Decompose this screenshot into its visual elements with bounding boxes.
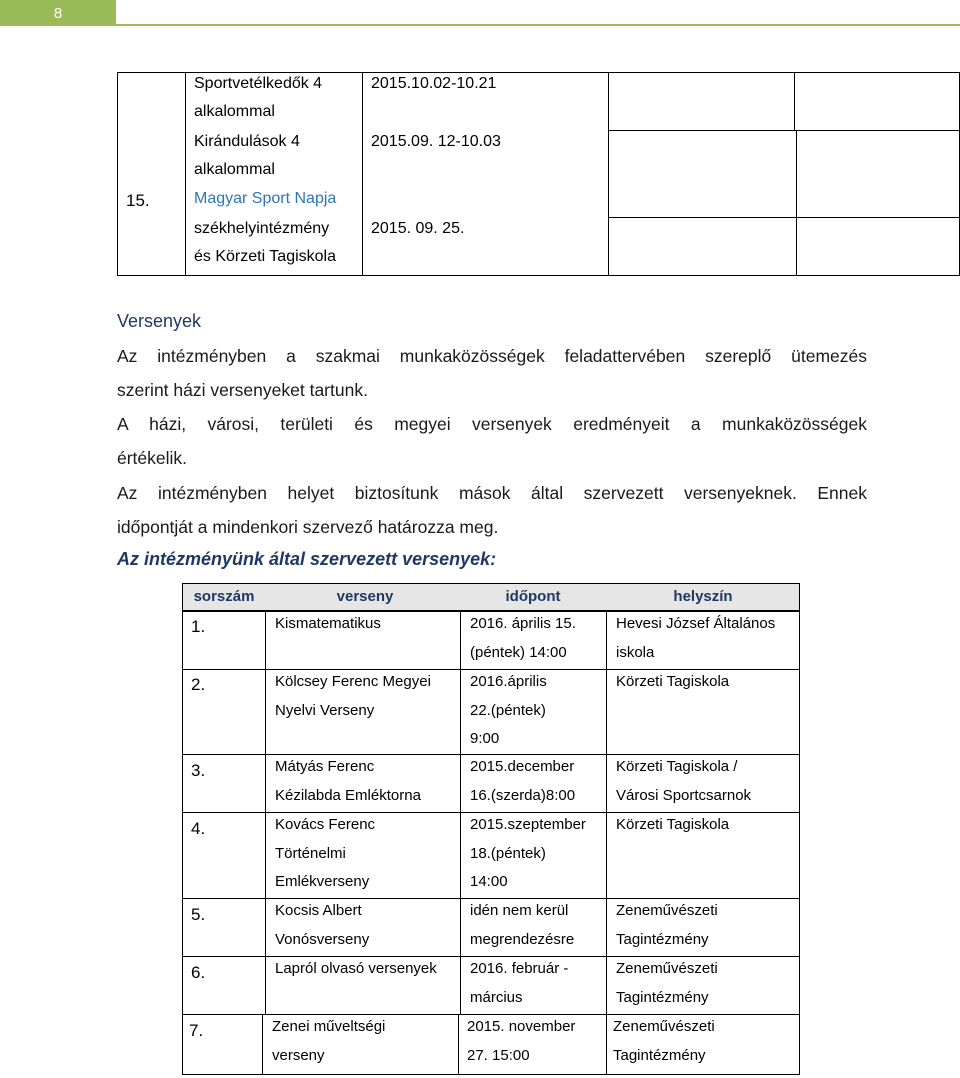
header-rule (116, 24, 960, 26)
competition-name: Kovács Ferenc Történelmi Emlékverseny (275, 816, 376, 890)
column-header: verseny (336, 588, 394, 605)
competition-date: 2015. november 27. 15:00 (467, 1018, 576, 1064)
schedule-item-name: Sportvetélkedők 4 (194, 75, 323, 92)
schedule-item-date: 2015. 09. 25. (371, 220, 465, 237)
schedule-item-name: és Körzeti Tagiskola (194, 248, 336, 265)
competition-date: idén nem kerül megrendezésre (470, 902, 575, 948)
competitions-title: Az intézményünk által szervezett versenyek: (117, 549, 497, 569)
competition-place: Körzeti Tagiskola (616, 816, 730, 833)
section-title: Versenyek (117, 311, 202, 331)
schedule-item-name: Kirándulások 4 (194, 133, 300, 150)
paragraph: A házi, városi, területi és megyei versenyek eredményeit a munkaközösségek értékelik. (117, 414, 867, 468)
row-number: 3. (191, 761, 206, 780)
row-number: 6. (191, 963, 206, 982)
competition-name: Lapról olvasó versenyek (275, 960, 437, 977)
competition-name: Mátyás Ferenc Kézilabda Emléktorna (275, 758, 421, 804)
competition-date: 2016. április 15. (péntek) 14:00 (470, 615, 576, 661)
competition-place: Körzeti Tagiskola / Városi Sportcsarnok (616, 758, 752, 804)
paragraph: Az intézményben helyet biztosítunk mások által szervezett versenyeknek. Ennek időpontját a mindenkori szervező határozza meg. (117, 483, 867, 537)
competition-place: Körzeti Tagiskola (616, 673, 730, 690)
competition-name: Kocsis Albert Vonósverseny (275, 902, 370, 948)
schedule-item-name: alkalommal (194, 161, 275, 178)
row-number: 4. (191, 819, 206, 838)
row-number: 2. (191, 675, 206, 694)
column-header: időpont (505, 588, 561, 605)
page-number: 8 (0, 0, 116, 26)
schedule-item-name: székhelyintézmény (194, 220, 330, 237)
row-number: 5. (191, 905, 206, 924)
competition-name: Kölcsey Ferenc Megyei Nyelvi Verseny (275, 673, 431, 719)
competition-place: Zeneművészeti Tagintézmény (616, 902, 718, 948)
row-number: 1. (191, 617, 206, 636)
schedule-row-number: 15. (126, 191, 150, 210)
competition-name: Zenei műveltségi verseny (272, 1018, 386, 1064)
competition-date: 2015.szeptember 18.(péntek) 14:00 (470, 816, 586, 890)
competition-date: 2016. február - március (470, 960, 569, 1006)
column-header: sorszám (193, 588, 255, 605)
row-number: 7. (189, 1021, 204, 1040)
paragraph: Az intézményben a szakmai munkaközösségek feladattervében szereplő ütemezés szerint házi versenyeket tartunk. (117, 346, 867, 400)
column-header: helyszín (673, 588, 733, 605)
schedule-item-date: 2015.09. 12-10.03 (371, 133, 501, 150)
competition-place: Zeneművészeti Tagintézmény (616, 960, 718, 1006)
schedule-item-date: 2015.10.02-10.21 (371, 75, 497, 92)
table-header (182, 583, 800, 611)
schedule-item-name: Magyar Sport Napja (194, 190, 337, 207)
schedule-item-name: alkalommal (194, 103, 275, 120)
competition-name: Kismatematikus (275, 615, 381, 632)
competition-place: Zeneművészeti Tagintézmény (613, 1018, 715, 1064)
competition-date: 2015.december 16.(szerda)8:00 (470, 758, 576, 804)
competition-place: Hevesi József Általános iskola (616, 615, 776, 661)
competition-date: 2016.április 22.(péntek) 9:00 (470, 673, 547, 747)
